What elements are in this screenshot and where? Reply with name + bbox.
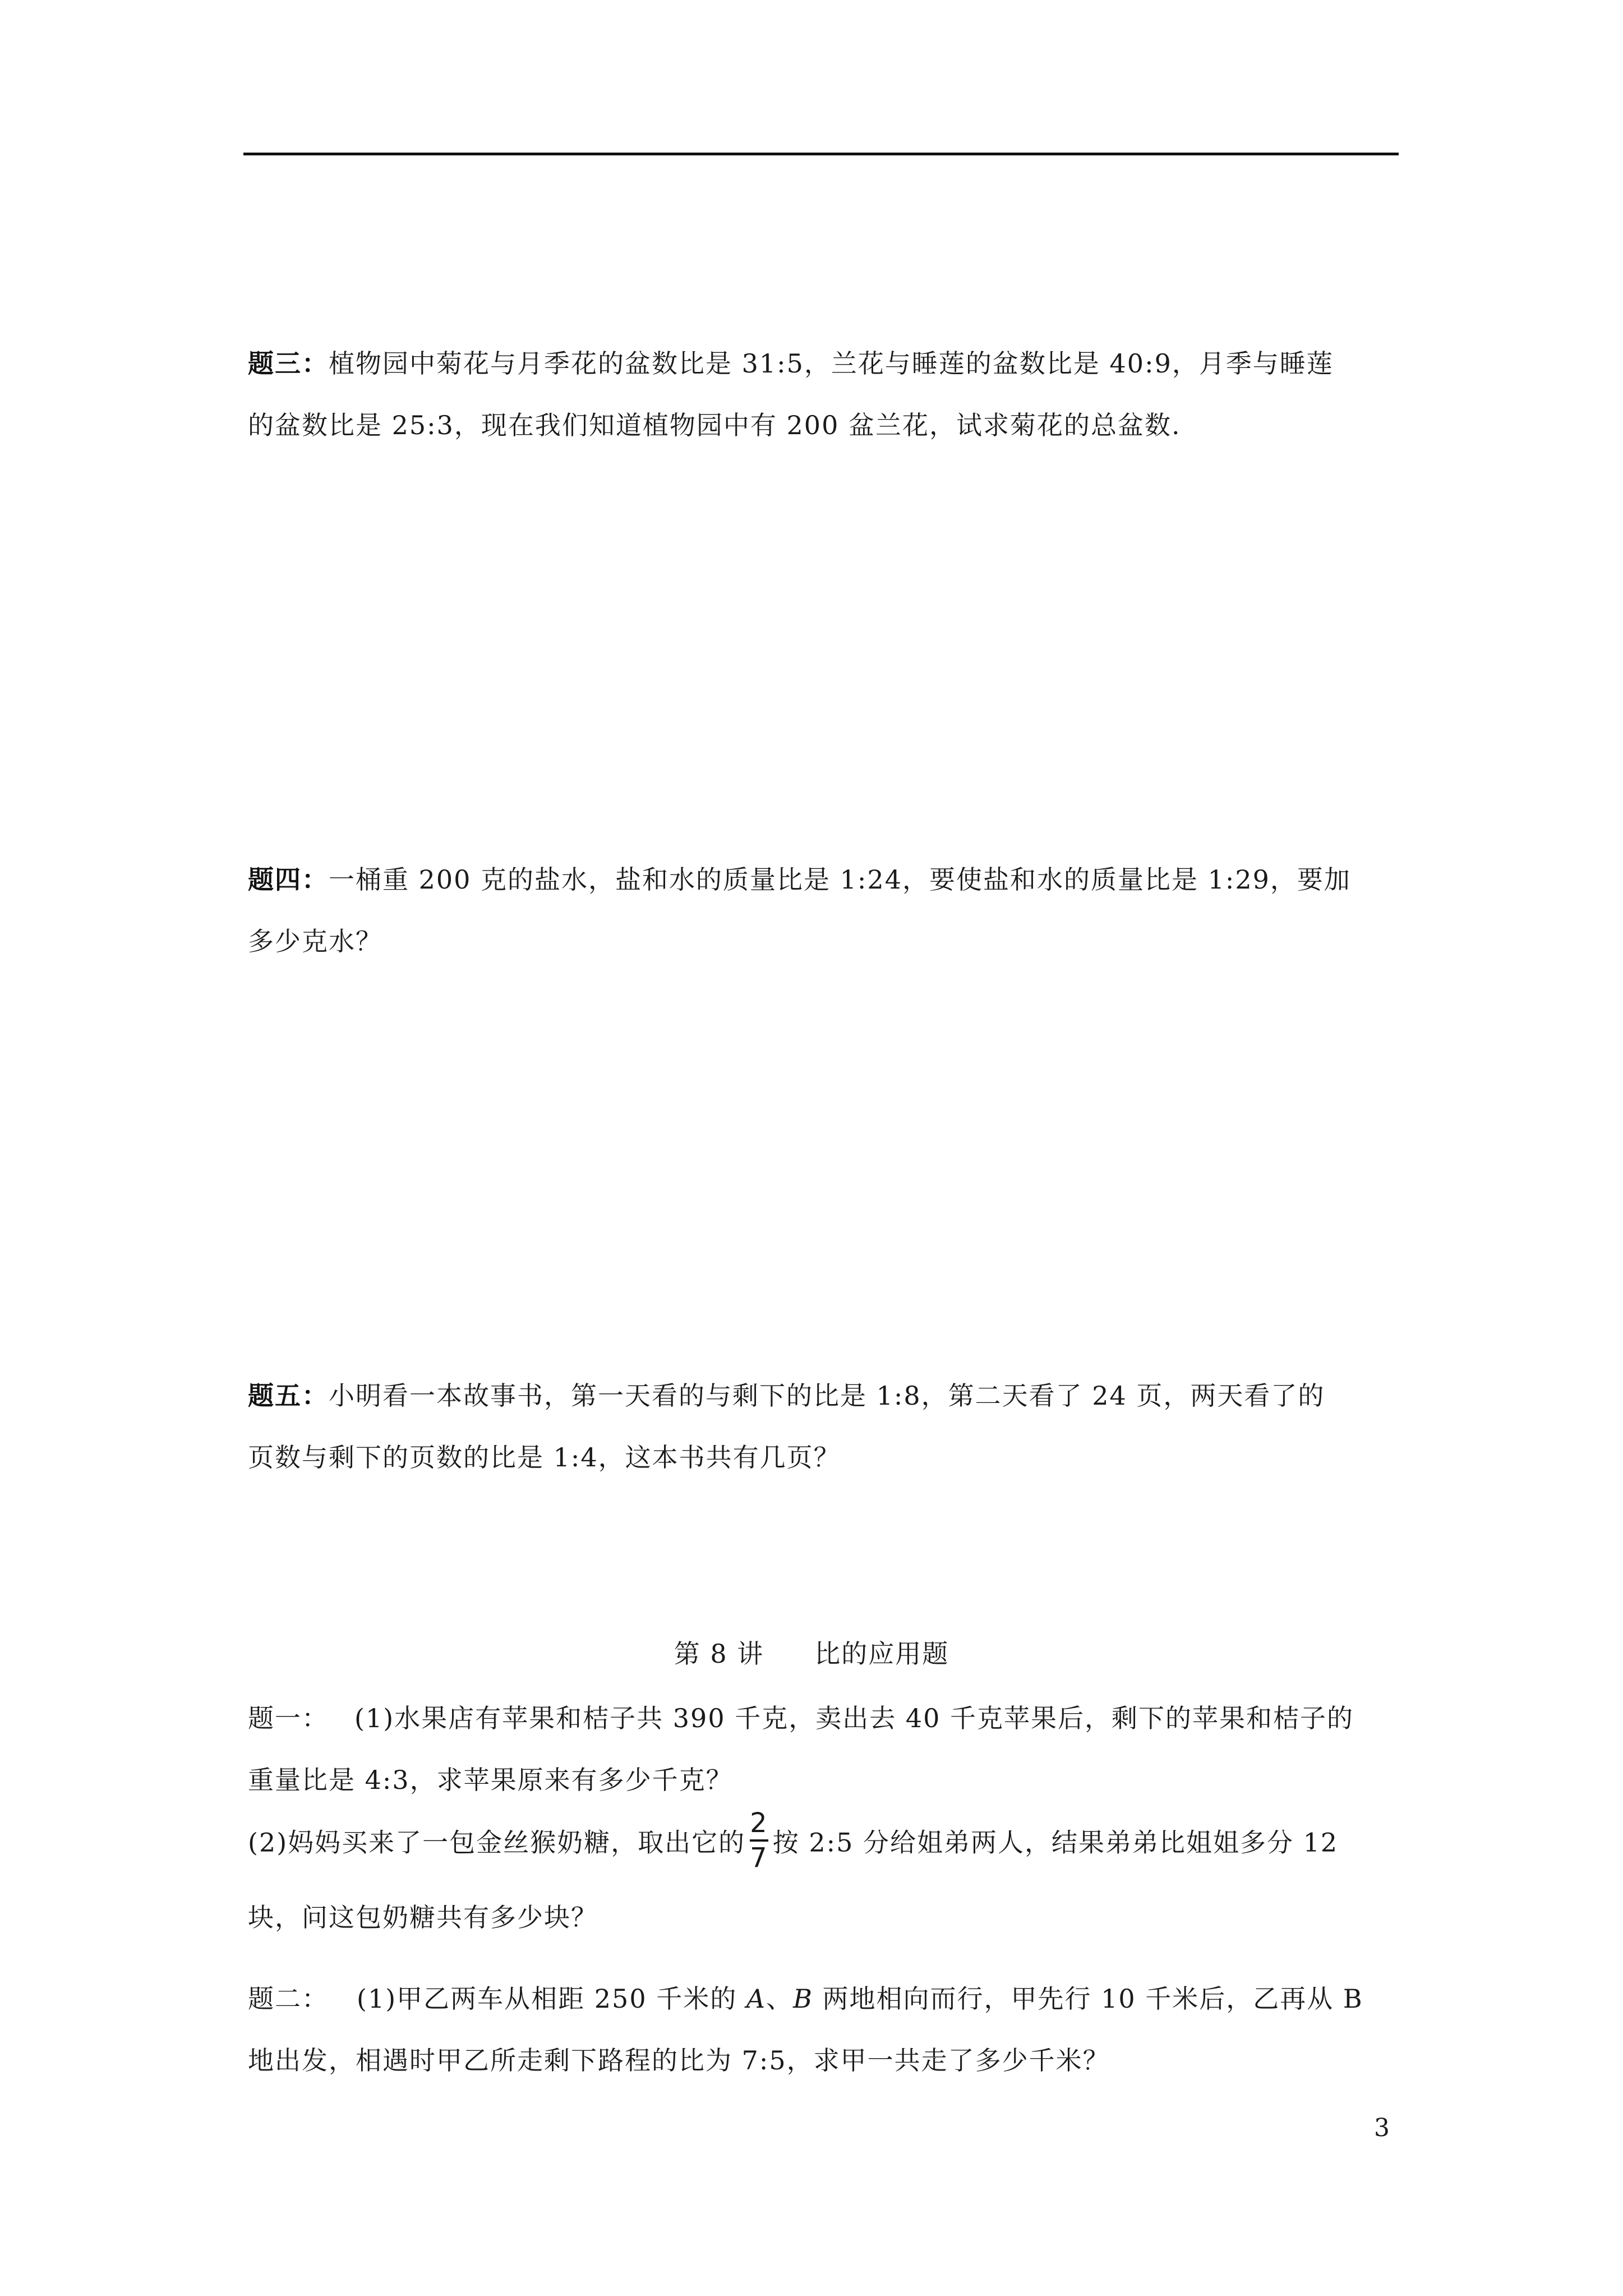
fraction-denominator: 7 [750, 1842, 768, 1874]
separator: 、 [766, 1984, 794, 2014]
problem-1-part-2-text-a: (2)妈妈买来了一包金丝猴奶糖，取出它的 [248, 1827, 746, 1858]
lecture-number: 第 8 讲 [674, 1639, 764, 1669]
point-b-label: B [793, 1984, 813, 2014]
point-a-label: A [746, 1984, 767, 2014]
problem-2-text-a: (1)甲乙两车从相距 250 千米的 [357, 1984, 746, 2014]
fraction-two-sevenths [750, 1809, 768, 1872]
question-3-label: 题三： [248, 348, 329, 379]
question-5-line-1 [248, 1375, 1403, 1412]
problem-2-label: 题二： [248, 1984, 329, 2014]
page-number: 3 [1374, 2114, 1390, 2142]
question-4-line-2: 多少克水？ [248, 926, 382, 956]
problem-1-label: 题一： [248, 1703, 329, 1733]
question-3-line-2: 的盆数比是 25:3，现在我们知道植物园中有 200 盆兰花，试求菊花的总盆数. [248, 410, 1181, 440]
question-3-text-1: 植物园中菊花与月季花的盆数比是 31:5，兰花与睡莲的盆数比是 40:9，月季与睡莲 [329, 348, 1334, 379]
problem-2-line-1 [248, 1978, 1403, 2016]
problem-1-part-2-text-b: 按 2:5 分给姐弟两人，结果弟弟比姐姐多分 12 [772, 1827, 1339, 1858]
problem-1-part-1-text-1: (1)水果店有苹果和桔子共 390 千克，卖出去 40 千克苹果后，剩下的苹果和桔子的 [354, 1703, 1354, 1733]
problem-1-part-2-line-1 [248, 1809, 1403, 1872]
question-4-line-1 [248, 859, 1403, 896]
question-4-text-1: 一桶重 200 克的盐水，盐和水的质量比是 1:24，要使盐和水的质量比是 1:29，要加 [329, 864, 1351, 895]
lecture-title: 比的应用题 [814, 1639, 949, 1669]
question-5-text-1: 小明看一本故事书，第一天看的与剩下的比是 1:8，第二天看了 24 页，两天看了的 [329, 1381, 1325, 1411]
question-5-label: 题五： [248, 1381, 329, 1411]
problem-1-line-1 [248, 1698, 1403, 1735]
problem-1-part-2-line-2: 块，问这包奶糖共有多少块？ [248, 1902, 598, 1932]
question-3-line-1 [248, 343, 1403, 380]
header-rule [243, 153, 1399, 155]
problem-2-line-2: 地出发，相遇时甲乙所走剩下路程的比为 7:5，求甲一共走了多少千米？ [248, 2045, 1110, 2076]
problem-1-line-2: 重量比是 4:3，求苹果原来有多少千克？ [248, 1765, 733, 1795]
question-4-label: 题四： [248, 864, 329, 895]
fraction-numerator: 2 [750, 1807, 768, 1839]
lecture-heading [0, 1634, 1623, 1671]
problem-2-text-b: 两地相向而行，甲先行 10 千米后，乙再从 B [813, 1984, 1363, 2014]
question-5-line-2: 页数与剩下的页数的比是 1:4，这本书共有几页？ [248, 1442, 841, 1473]
